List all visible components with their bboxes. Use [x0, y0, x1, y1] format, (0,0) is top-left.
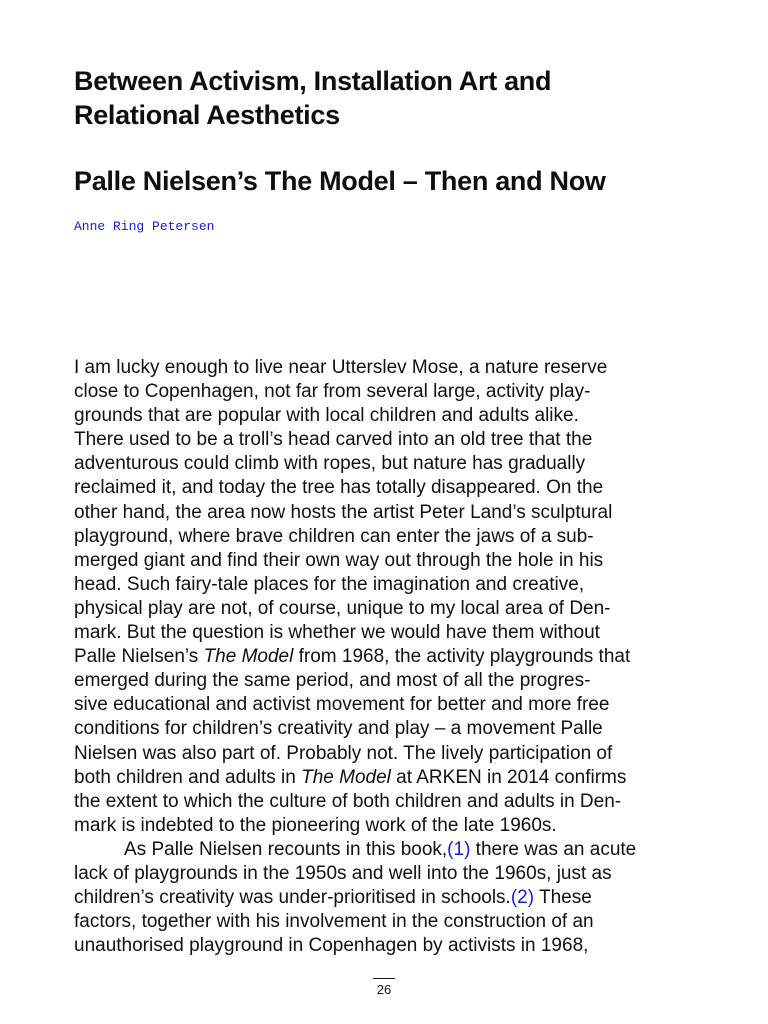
body-text-run: both children and adults in	[74, 766, 302, 788]
work-title-italic: The Model	[301, 766, 391, 788]
body-line: other hand, the area now hosts the artist Peter Land’s sculptural	[74, 501, 613, 523]
body-text-run: As Palle Nielsen recounts in this book,	[124, 838, 448, 860]
body-line: close to Copenhagen, not far from several large, activity play-	[74, 381, 591, 403]
body-line	[74, 886, 714, 910]
body-text-run: Palle Nielsen’s	[74, 646, 204, 668]
body-line: playground, where brave children can enter the jaws of a sub-	[74, 525, 594, 547]
body-line	[74, 838, 714, 862]
page-number: 26	[376, 982, 392, 997]
page-number-rule	[373, 978, 395, 979]
body-text-run: there was an acute	[470, 838, 637, 860]
body-line: I am lucky enough to live near Utterslev Mose, a nature reserve	[74, 357, 608, 378]
article-title-line-2: Relational Aesthetics	[74, 100, 340, 130]
body-line: adventurous could climb with ropes, but nature has gradually	[74, 453, 586, 475]
body-line: unauthorised playground in Copenhagen by activists in 1968,	[74, 935, 589, 957]
work-title-italic: The Model	[203, 646, 294, 668]
body-line: merged giant and find their own way out through the hole in his	[74, 549, 604, 571]
author-link[interactable]: Anne Ring Petersen	[74, 219, 215, 234]
body-line: Nielsen was also part of. Probably not. The lively participation of	[74, 742, 613, 764]
body-line	[74, 645, 714, 669]
footnote-link-2[interactable]: (2)	[510, 887, 535, 909]
body-line: lack of playgrounds in the 1950s and well into the 1960s, just as	[74, 862, 612, 884]
article-title	[74, 64, 714, 132]
footnote-link-1[interactable]: (1)	[447, 838, 471, 860]
body-line: There used to be a troll’s head carved into an old tree that the	[74, 429, 593, 451]
body-line: emerged during the same period, and most of all the progres-	[74, 670, 591, 692]
body-line: conditions for children’s creativity and play – a movement Palle	[74, 718, 603, 740]
article-title-line-1: Between Activism, Installation Art and	[74, 66, 552, 96]
body-line: grounds that are popular with local children and adults alike.	[74, 405, 579, 427]
body-line: head. Such fairy-tale places for the imagination and creative,	[74, 573, 585, 595]
body-text-run: at ARKEN in 2014 confirms	[390, 766, 627, 788]
body-line: sive educational and activist movement for better and more free	[74, 694, 610, 716]
body-text	[74, 356, 714, 958]
body-text-run: from 1968, the activity playgrounds that	[293, 646, 631, 668]
body-line: reclaimed it, and today the tree has totally disappeared. On the	[74, 477, 604, 499]
body-line: factors, together with his involvement in the construction of an	[74, 911, 594, 933]
body-line: mark is indebted to the pioneering work of the late 1960s.	[74, 814, 557, 836]
body-line: the extent to which the culture of both children and adults in Den-	[74, 790, 622, 812]
body-line: mark. But the question is whether we would have them without	[74, 622, 600, 644]
body-text-run: These	[534, 887, 592, 909]
body-line	[74, 766, 714, 790]
body-line: physical play are not, of course, unique to my local area of Den-	[74, 597, 611, 619]
article-subtitle: Palle Nielsen’s The Model – Then and Now	[74, 166, 606, 196]
body-text-run: children’s creativity was under-prioritised in schools.	[74, 887, 511, 909]
